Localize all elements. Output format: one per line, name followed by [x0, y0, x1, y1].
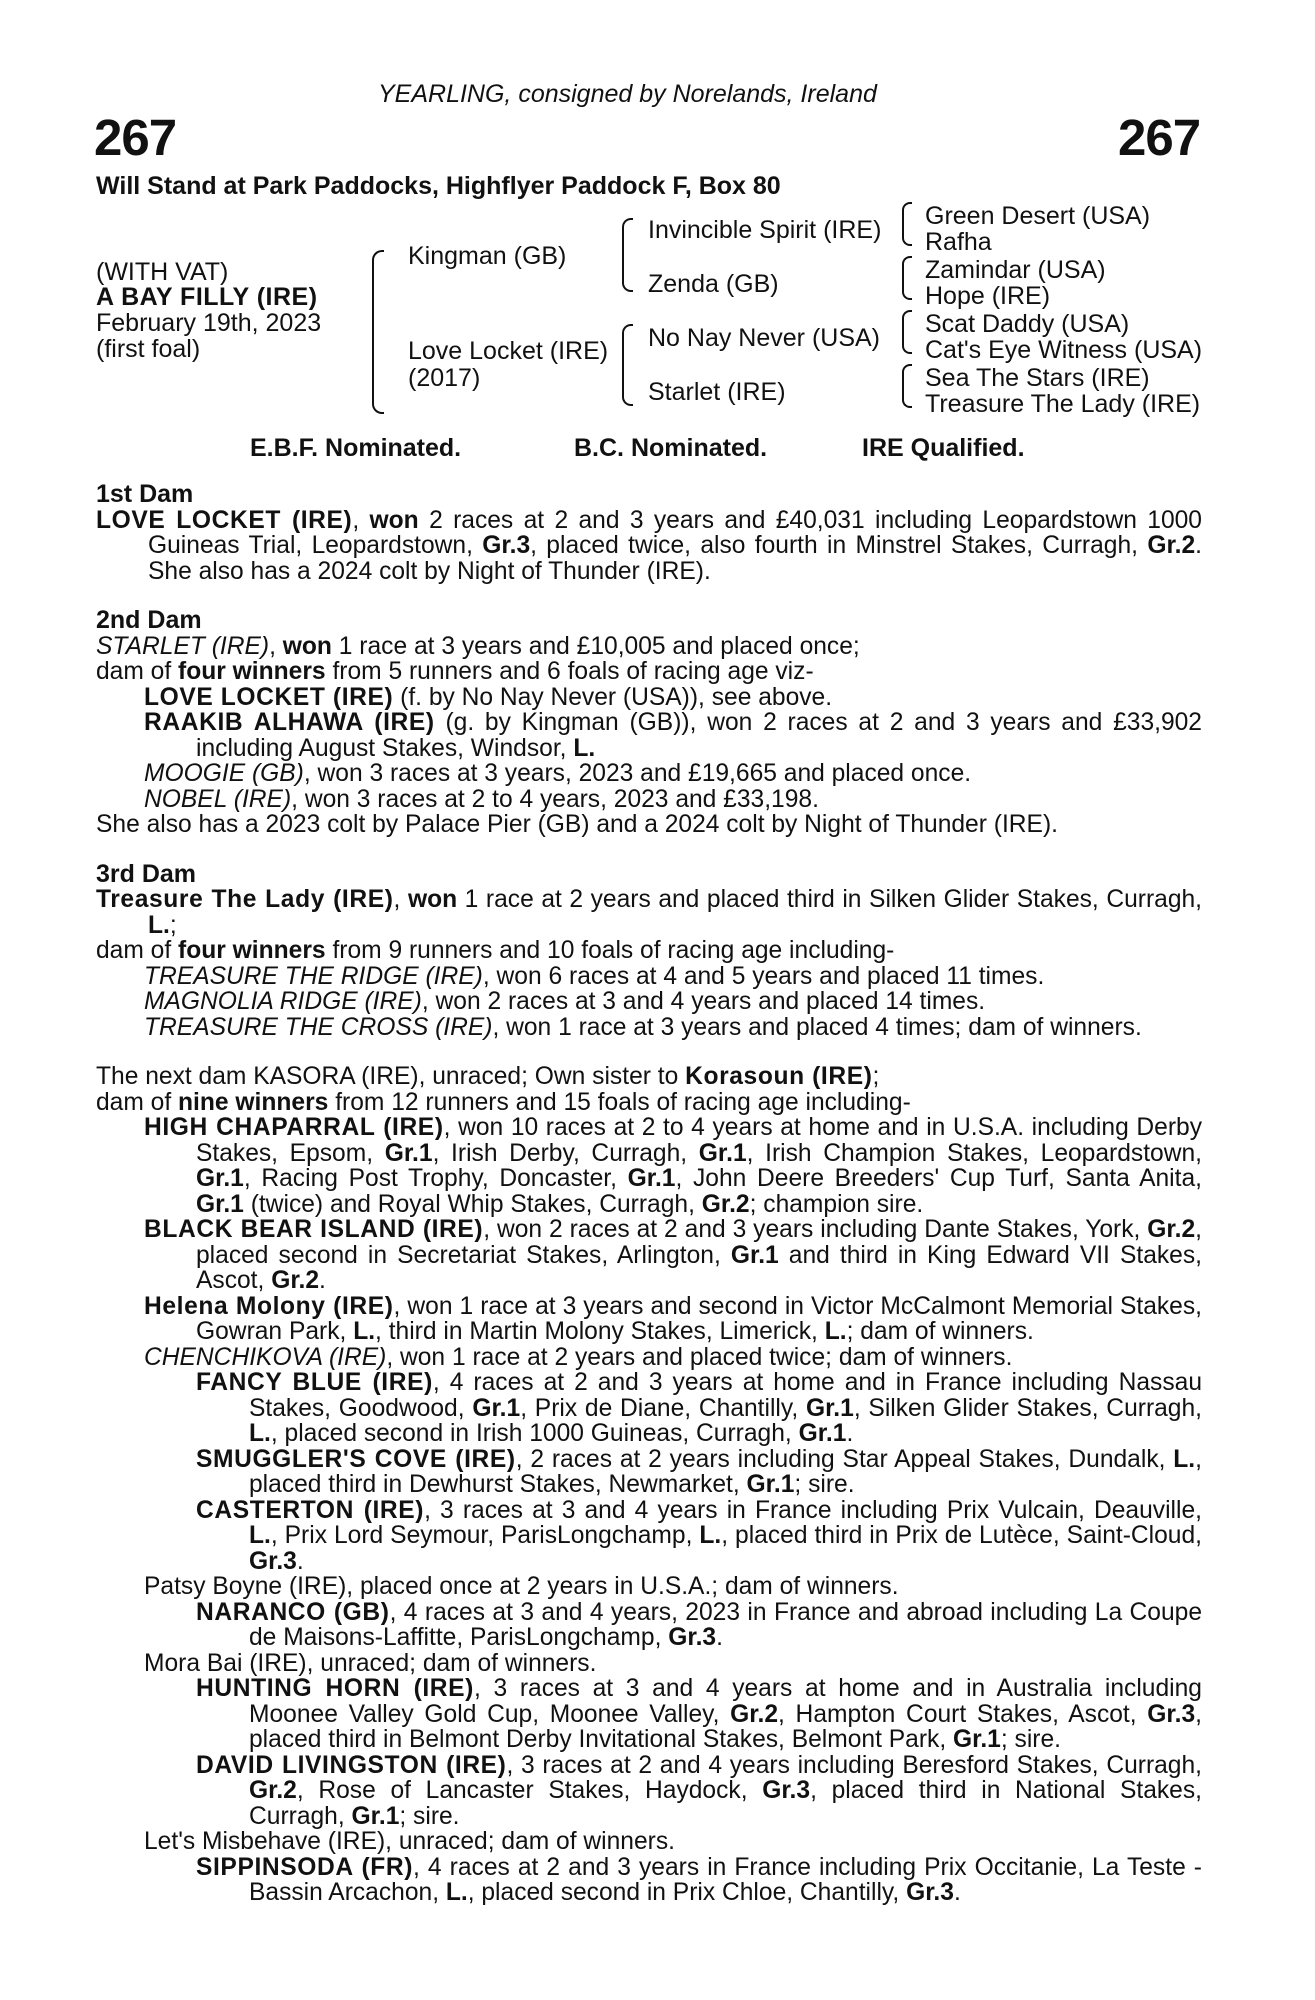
lot-number-right: 267 [1118, 109, 1201, 166]
pedigree-dam-sire: No Nay Never (USA) [648, 324, 880, 352]
grade-label: Gr.3 [482, 532, 531, 559]
stand-location: Will Stand at Park Paddocks, Highflyer Paddock F, Box 80 [96, 172, 781, 200]
pedigree-dam-dam: Starlet (IRE) [648, 378, 786, 406]
vat-note: (WITH VAT) [96, 258, 229, 286]
entry-text: , placed twice, also fourth in Minstrel Stakes, Curragh, [530, 532, 1148, 559]
pedigree-ddd: Treasure The Lady (IRE) [925, 390, 1201, 418]
grade-label: Gr.2 [1147, 532, 1196, 559]
pedigree-brace-3c [902, 310, 912, 354]
grand-offspring-entry: SIPPINSODA (FR), 4 races at 2 and 3 years in France including Prix Occitanie, La Teste - Bassin Arcachon, L., placed second in Prix Chloe, Chantilly, Gr.3. [196, 1853, 1202, 1906]
offspring-entry: CHENCHIKOVA (IRE), won 1 race at 2 years and placed twice; dam of winners. [144, 1343, 1013, 1371]
winners-count: nine winners [178, 1088, 329, 1116]
third-dam-entry: Treasure The Lady (IRE), won 1 race at 2 years and placed third in Silken Glider Stakes, Curragh, L.; [96, 886, 1203, 939]
second-dam-also: She also has a 2023 colt by Palace Pier (GB) and a 2024 colt by Night of Thunder (IRE). [96, 811, 1058, 838]
offspring-name: FANCY BLUE (IRE) [196, 1369, 433, 1396]
pedigree-dds: Sea The Stars (IRE) [925, 364, 1150, 392]
entry-text: from 9 runners and 10 foals of racing age including- [325, 937, 895, 964]
lot-number-left: 267 [94, 109, 177, 166]
offspring-entry [96, 710, 1202, 761]
offspring-name: RAAKIB ALHAWA (IRE) [144, 709, 435, 736]
won-label: won [407, 886, 458, 913]
pedigree-dam-year: (2017) [408, 364, 481, 392]
offspring-entry [96, 989, 1202, 1015]
pedigree-dam: Love Locket (IRE) [408, 337, 609, 365]
offspring-entry: Mora Bai (IRE), unraced; dam of winners. [144, 1649, 597, 1677]
pedigree-sss: Green Desert (USA) [925, 202, 1151, 230]
pedigree-ssd: Rafha [925, 228, 992, 256]
offspring-name: SIPPINSODA (FR) [196, 1853, 414, 1881]
entry-text: , won 2 races at 3 and 4 years and placed 14 times. [421, 988, 986, 1015]
lot-subtitle: YEARLING, consigned by Norelands, Ireland [378, 80, 877, 108]
pedigree-sire-dam: Zenda (GB) [648, 270, 779, 298]
entry-text: , won 3 races at 2 to 4 years, 2023 and £33,198. [291, 785, 819, 813]
grand-offspring-entry: SMUGGLER'S COVE (IRE), 2 races at 2 years including Star Appeal Stakes, Dundalk, L., placed third in Dewhurst Stakes, Newmarket, Gr.1; sire. [196, 1445, 1202, 1498]
offspring-name: DAVID LIVINGSTON (IRE) [196, 1751, 507, 1779]
offspring-name: BLACK BEAR ISLAND (IRE) [144, 1216, 484, 1243]
foaling-date: February 19th, 2023 [96, 309, 322, 337]
ebf-nomination: E.B.F. Nominated. [250, 434, 462, 462]
first-dam-heading: 1st Dam [96, 480, 194, 508]
offspring-entry [96, 787, 1202, 813]
next-dam-produce [96, 1090, 1202, 1116]
entry-text: dam of [96, 658, 179, 685]
offspring-name: Helena Molony (IRE) [144, 1292, 394, 1320]
offspring-entry [96, 685, 1202, 711]
entry-text: (g. by Kingman (GB)), won 2 races at 2 and 3 years and £33,902 including August Stakes, Windsor, [196, 709, 1202, 762]
offspring-name: MOOGIE (GB) [144, 760, 304, 787]
second-dam-produce [96, 659, 1202, 685]
grand-offspring-entry: NARANCO (GB), 4 races at 3 and 4 years, 2023 in France and abroad including La Coupe de Maisons-Laffitte, ParisLongchamp, Gr.3. [196, 1598, 1203, 1651]
offspring-name: TREASURE THE RIDGE (IRE) [144, 962, 483, 990]
won-label: won [282, 632, 332, 660]
entry-text: , won 1 race at 3 years and placed 4 times; dam of winners. [492, 1013, 1142, 1041]
pedigree-sire-sire: Invincible Spirit (IRE) [648, 216, 882, 244]
offspring-entry: Patsy Boyne (IRE), placed once at 2 years in U.S.A.; dam of winners. [144, 1573, 899, 1600]
third-dam-name: Treasure The Lady (IRE) [96, 886, 394, 913]
horse-name: A BAY FILLY (IRE) [96, 283, 318, 311]
grand-offspring-entry: FANCY BLUE (IRE), 4 races at 2 and 3 years at home and in France including Nassau Stakes, Goodwood, Gr.1, Prix de Diane, Chantilly, Gr.1, Silken Glider Stakes, Curragh, L., placed second in Irish 1000 Guineas, Curragh, Gr.1. [196, 1369, 1202, 1447]
offspring-entry [96, 761, 1202, 787]
offspring-name: NARANCO (GB) [196, 1598, 390, 1626]
pedigree-sire: Kingman (GB) [408, 242, 567, 270]
second-dam-name: STARLET (IRE) [96, 632, 270, 660]
offspring-name: MAGNOLIA RIDGE (IRE) [144, 988, 422, 1015]
next-dam-entry [96, 1064, 1202, 1090]
entry-text: dam of [96, 1088, 179, 1116]
offspring-entry [96, 964, 1202, 990]
foal-note: (first foal) [96, 335, 201, 363]
entry-text: , won 3 races at 3 years, 2023 and £19,665 and placed once. [303, 760, 972, 787]
pedigree-dss: Scat Daddy (USA) [925, 310, 1130, 338]
entry-text: 1 race at 2 years and placed third in Silken Glider Stakes, Curragh, [457, 886, 1203, 913]
pedigree-brace-2a [622, 218, 633, 292]
third-dam-produce [96, 938, 1202, 964]
pedigree-brace-3d [902, 364, 912, 408]
offspring-name: SMUGGLER'S COVE (IRE) [196, 1445, 516, 1473]
pedigree-brace-2b [622, 324, 633, 406]
offspring-entry [96, 1015, 1202, 1041]
grand-offspring-entry: CASTERTON (IRE), 3 races at 3 and 4 years in France including Prix Vulcain, Deauville, L., Prix Lord Seymour, ParisLongchamp, L., placed third in Prix de Lutèce, Saint-Cloud, Gr.3. [196, 1496, 1202, 1575]
third-dam-heading: 3rd Dam [96, 859, 197, 888]
winners-count: four winners [178, 937, 326, 964]
grade-label: L. [148, 911, 170, 939]
pedigree-brace-3a [902, 202, 912, 246]
bc-nomination: B.C. Nominated. [574, 434, 768, 462]
second-dam-entry: STARLET (IRE), won 1 race at 3 years and £10,005 and placed once; [96, 632, 860, 660]
entry-text: dam of [96, 937, 179, 964]
pedigree-sds: Zamindar (USA) [925, 256, 1106, 284]
offspring-name: NOBEL (IRE) [144, 785, 292, 813]
entry-text: The next dam KASORA (IRE), unraced; Own sister to [96, 1063, 686, 1090]
entry-text: ; [872, 1063, 880, 1090]
entry-text: from 12 runners and 15 foals of racing age including- [328, 1088, 911, 1116]
entry-text: (f. by No Nay Never (USA)), see above. [393, 683, 833, 711]
entry-text: 2 races at 2 and 3 years and £40,031 including Leopardstown 1000 Guineas Trial, Leopardstown, [148, 506, 1202, 559]
pedigree-body [96, 482, 1202, 1906]
pedigree-brace-3b [902, 256, 912, 300]
pedigree-brace-1 [372, 250, 384, 414]
entry-text: , won 6 races at 4 and 5 years and placed 11 times. [482, 962, 1045, 990]
first-dam-entry: LOVE LOCKET (IRE), won 2 races at 2 and 3 years and £40,031 including Leopardstown 1000 Guineas Trial, Leopardstown, Gr.3, placed twice, also fourth in Minstrel Stakes, Curragh, Gr.2. She also has a 2024 colt by Night of Thunder (IRE). [96, 506, 1203, 585]
entry-text: ; [169, 911, 177, 939]
offspring-name: HIGH CHAPARRAL (IRE) [144, 1114, 444, 1141]
offspring-entry: Let's Misbehave (IRE), unraced; dam of winners. [144, 1828, 675, 1855]
offspring-name: TREASURE THE CROSS (IRE) [144, 1013, 493, 1041]
won-label: won [369, 506, 419, 534]
offspring-entry: BLACK BEAR ISLAND (IRE), won 2 races at 2 and 3 years including Dante Stakes, York, Gr.2, placed second in Secretariat Stakes, Arlington, Gr.1 and third in King Edward VII Stakes, Ascot, Gr.2. [144, 1216, 1202, 1294]
entry-text: 1 race at 3 years and £10,005 and placed once; [331, 632, 860, 660]
entry-text: from 5 runners and 6 foals of racing age viz- [325, 658, 814, 685]
ire-qualified: IRE Qualified. [862, 434, 1025, 462]
pedigree-sdd: Hope (IRE) [925, 282, 1051, 310]
grade-label: L. [573, 734, 596, 762]
entry-text: . She also has a 2024 colt by Night of Thunder (IRE). [148, 532, 1203, 585]
pedigree-dsd: Cat's Eye Witness (USA) [925, 336, 1203, 364]
relative-name: Korasoun (IRE) [685, 1063, 873, 1090]
offspring-name: LOVE LOCKET (IRE) [144, 683, 394, 711]
offspring-entry: Helena Molony (IRE), won 1 race at 3 years and second in Victor McCalmont Memorial Stakes, Gowran Park, L., third in Martin Molony Stakes, Limerick, L.; dam of winners. [144, 1292, 1202, 1345]
offspring-name: CASTERTON (IRE) [196, 1496, 425, 1524]
offspring-entry: HIGH CHAPARRAL (IRE), won 10 races at 2 to 4 years at home and in U.S.A. including Derby Stakes, Epsom, Gr.1, Irish Derby, Curragh, Gr.1, Irish Champion Stakes, Leopardstown, Gr.1, Racing Post Trophy, Doncaster, Gr.1, John Deere Breeders' Cup Turf, Santa Anita, Gr.1 (twice) and Royal Whip Stakes, Curragh, Gr.2; champion sire. [144, 1114, 1202, 1218]
grand-offspring-entry: DAVID LIVINGSTON (IRE), 3 races at 2 and 4 years including Beresford Stakes, Curragh, Gr.2, Rose of Lancaster Stakes, Haydock, Gr.3, placed third in National Stakes, Curragh, Gr.1; sire. [196, 1751, 1202, 1830]
offspring-name: CHENCHIKOVA (IRE) [144, 1343, 387, 1371]
offspring-name: HUNTING HORN (IRE) [196, 1675, 474, 1702]
second-dam-heading: 2nd Dam [96, 606, 202, 634]
winners-count: four winners [178, 658, 326, 685]
first-dam-name: LOVE LOCKET (IRE) [96, 506, 353, 534]
grand-offspring-entry: HUNTING HORN (IRE), 3 races at 3 and 4 years at home and in Australia including Moonee Valley Gold Cup, Moonee Valley, Gr.2, Hampton Court Stakes, Ascot, Gr.3, placed third in Belmont Derby Invitational Stakes, Belmont Park, Gr.1; sire. [196, 1675, 1202, 1753]
